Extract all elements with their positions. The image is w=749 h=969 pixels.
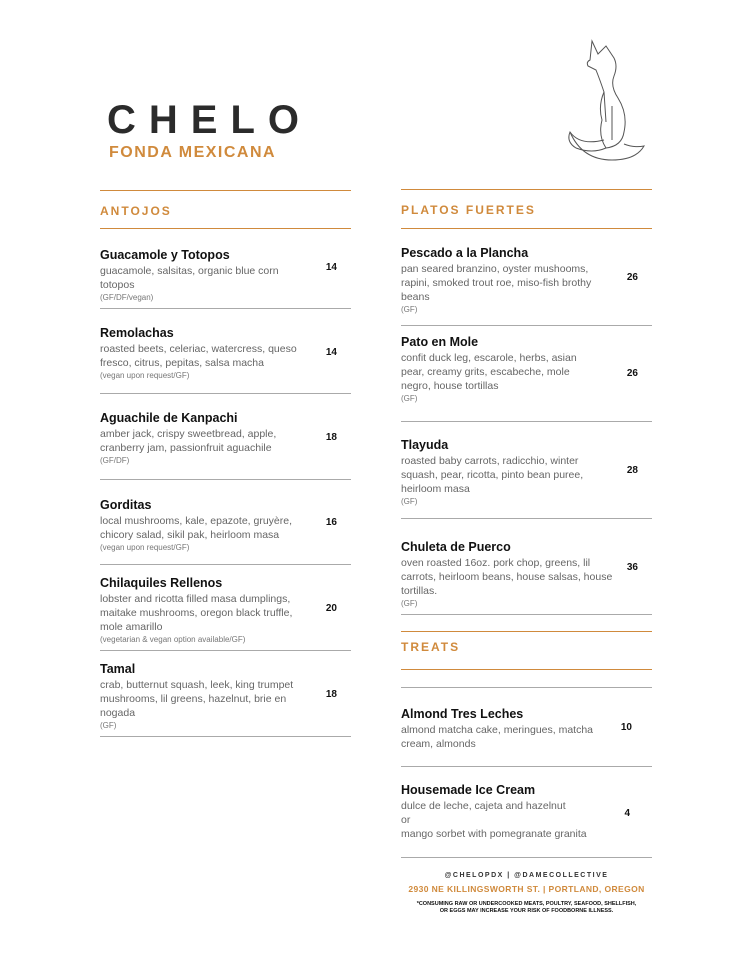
divider	[401, 421, 652, 422]
divider	[100, 228, 351, 229]
item-price: 14	[325, 347, 337, 358]
item-title: Aguachile de Kanpachi	[100, 411, 238, 425]
menu-item	[401, 707, 652, 751]
item-title: Pato en Mole	[401, 335, 479, 349]
divider	[401, 325, 652, 326]
item-title: Guacamole y Totopos	[100, 248, 230, 262]
divider	[100, 479, 351, 480]
item-description: almond matcha cake, meringues, matcha cream, almonds	[401, 724, 594, 750]
item-title: Gorditas	[100, 498, 152, 512]
health-warning-line1: *CONSUMING RAW OR UNDERCOOKED MEATS, POULTRY, SEAFOOD, SHELLFISH,	[416, 901, 637, 907]
social-handles: @CHELOPDX | @DAMECOLLECTIVE	[444, 872, 609, 879]
divider	[401, 614, 652, 615]
menu-item	[401, 438, 652, 507]
menu-item	[401, 246, 652, 315]
item-description: amber jack, crispy sweetbread, apple, cranberry jam, passionfruit aguachile	[100, 428, 277, 454]
divider	[401, 518, 652, 519]
item-description: dulce de leche, cajeta and hazelnut	[401, 800, 566, 812]
menu-item	[100, 248, 351, 303]
restaurant-subtitle: FONDA MEXICANA	[109, 144, 277, 161]
divider	[100, 564, 351, 565]
item-description: pan seared branzino, oyster mushooms, rapini, smoked trout roe, miso-fish brothy beans	[401, 263, 592, 303]
fox-illustration-icon	[562, 36, 652, 166]
item-title: Tamal	[100, 662, 136, 676]
item-title: Almond Tres Leches	[401, 707, 524, 721]
divider	[100, 650, 351, 651]
item-price: 18	[325, 432, 337, 443]
divider	[401, 687, 652, 688]
item-title: Chuleta de Puerco	[401, 540, 511, 554]
divider	[401, 228, 652, 229]
menu-item	[401, 783, 652, 841]
item-description-alt: mango sorbet with pomegranate granita	[401, 828, 587, 840]
item-title: Chilaquiles Rellenos	[100, 576, 223, 590]
divider	[401, 766, 652, 767]
item-note: (GF)	[401, 599, 418, 608]
item-price: 26	[626, 272, 638, 283]
item-price: 10	[620, 722, 632, 733]
section-heading-treats: TREATS	[401, 640, 461, 654]
item-price: 26	[626, 368, 638, 379]
menu-item	[100, 576, 351, 645]
divider	[401, 631, 652, 632]
item-title: Remolachas	[100, 326, 174, 340]
item-note: (GF/DF)	[100, 456, 130, 465]
menu-item	[401, 335, 652, 404]
divider	[100, 736, 351, 737]
item-price: 36	[626, 562, 638, 573]
divider	[100, 308, 351, 309]
item-price: 18	[325, 689, 337, 700]
item-note: (GF)	[401, 305, 418, 314]
menu-item	[401, 540, 652, 609]
item-note: (vegan upon request/GF)	[100, 543, 190, 552]
item-note: (GF)	[401, 497, 418, 506]
menu-item	[100, 326, 351, 381]
item-description: guacamole, salsitas, organic blue corn totopos	[100, 265, 279, 291]
item-description: confit duck leg, escarole, herbs, asian pear, creamy grits, escabeche, mole negro, house tortillas	[401, 352, 577, 392]
restaurant-name: CHELO	[107, 98, 312, 142]
item-note: (GF)	[100, 721, 117, 730]
footer	[371, 871, 682, 915]
item-description: lobster and ricotta filled masa dumplings, maitake mushrooms, oregon black truffle, mole amarillo	[100, 593, 293, 633]
item-price: 20	[325, 603, 337, 614]
section-heading-platos-fuertes: PLATOS FUERTES	[401, 203, 536, 217]
address: 2930 NE KILLINGSWORTH ST. | PORTLAND, OREGON	[408, 884, 645, 894]
item-or: or	[401, 814, 411, 826]
item-note: (vegetarian & vegan option available/GF)	[100, 635, 246, 644]
item-title: Pescado a la Plancha	[401, 246, 529, 260]
divider	[401, 189, 652, 190]
item-title: Housemade Ice Cream	[401, 783, 536, 797]
item-description: crab, butternut squash, leek, king trumpet mushrooms, lil greens, hazelnut, brie en nogada	[100, 679, 294, 719]
item-price: 28	[626, 465, 638, 476]
health-warning-line2: OR EGGS MAY INCREASE YOUR RISK OF FOODBORNE ILLNESS.	[439, 908, 614, 914]
item-description: local mushrooms, kale, epazote, gruyère, chicory salad, sikil pak, heirloom masa	[100, 515, 293, 541]
menu-item	[100, 498, 351, 553]
divider	[100, 393, 351, 394]
item-price: 14	[325, 262, 337, 273]
section-heading-antojos: ANTOJOS	[100, 204, 172, 218]
menu-item	[100, 662, 351, 731]
item-note: (GF)	[401, 394, 418, 403]
item-description: roasted beets, celeriac, watercress, queso fresco, citrus, pepitas, salsa macha	[100, 343, 297, 369]
menu-item	[100, 411, 351, 466]
divider	[401, 857, 652, 858]
divider	[100, 190, 351, 191]
item-title: Tlayuda	[401, 438, 449, 452]
item-note: (GF/DF/vegan)	[100, 293, 154, 302]
item-description: oven roasted 16oz. pork chop, greens, lil carrots, heirloom beans, house salsas, house tortillas.	[401, 557, 613, 597]
item-description: roasted baby carrots, radicchio, winter squash, pear, ricotta, pinto bean puree, heirloom masa	[401, 455, 584, 495]
divider	[401, 669, 652, 670]
item-note: (vegan upon request/GF)	[100, 371, 190, 380]
item-price: 16	[325, 517, 337, 528]
item-price: 4	[624, 808, 630, 819]
